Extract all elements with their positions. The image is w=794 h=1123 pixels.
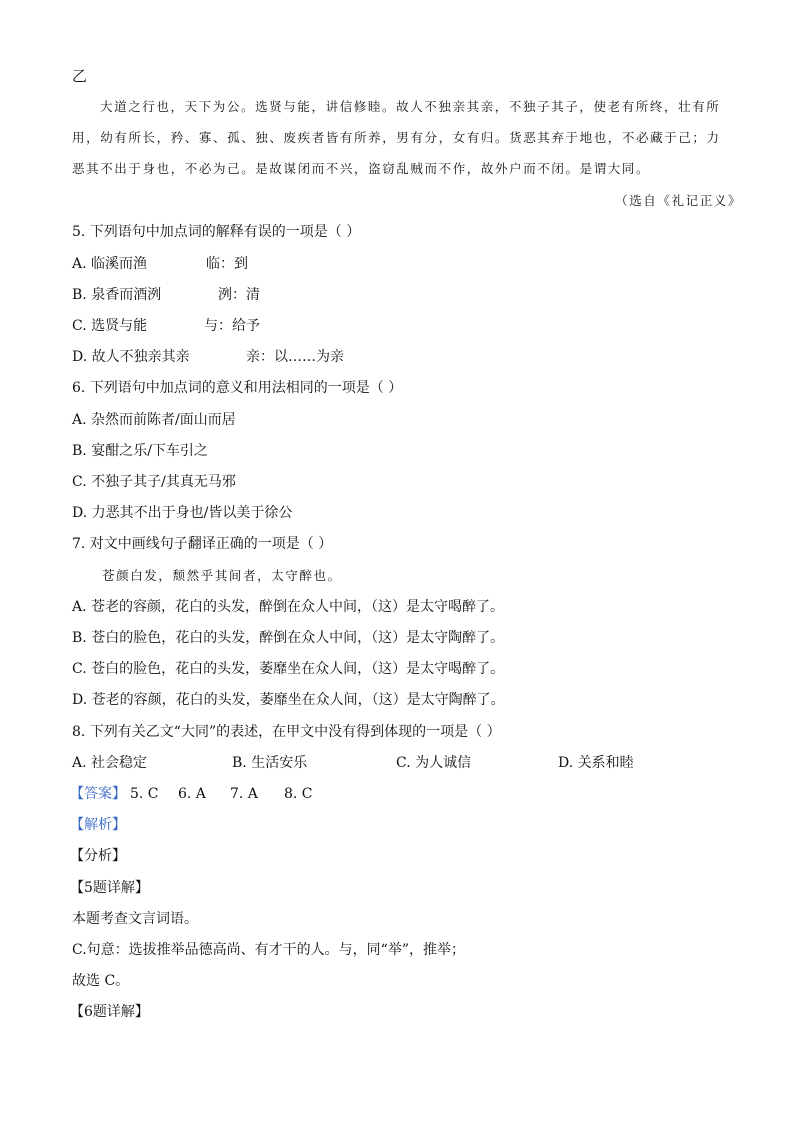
q5-stem: 5. 下列语句中加点词的解释有误的一项是（ ） (72, 224, 361, 240)
q5-option-gloss: 洌：清 (218, 287, 260, 303)
detail5-line: C.句意：选拔推举品德高尚、有才干的人。与，同“举”，推举； (72, 942, 465, 958)
q8-option: A. 社会稳定 (72, 755, 148, 771)
q7-option: A. 苍老的容颜，花白的头发，醉倒在众人中间，（这）是太守喝醉了。 (72, 599, 505, 615)
passage-line: 恶其不出于身也，不必为己。是故谋闭而不兴，盗窃乱贼而不作，故外户而不闭。是谓大同。 (72, 161, 651, 176)
q7-option: C. 苍白的脸色，花白的头发，萎靡坐在众人间，（这）是太守喝醉了。 (72, 661, 505, 677)
q6-option: B. 宴酣之乐/下车引之 (72, 443, 208, 459)
passage-line: 大道之行也，天下为公。选贤与能，讲信修睦。故人不独亲其亲，不独子其子，使老有所终，壮有所 (100, 99, 721, 114)
answer-item: 7. A (230, 786, 258, 802)
q5-option-label: D. 故人不独亲其亲 (72, 349, 190, 365)
passage-source: （选自《礼记正义》 (615, 193, 742, 208)
q5-option-label: A. 临溪而渔 (72, 256, 148, 272)
heading-yi: 乙 (72, 67, 88, 85)
q5-option-gloss: 亲：以……为亲 (246, 349, 344, 365)
detail5-line: 本题考查文言词语。 (72, 911, 198, 927)
q8-stem: 8. 下列有关乙文“大同”的表述，在甲文中没有得到体现的一项是（ ） (72, 724, 501, 740)
q6-option: A. 杂然而前陈者/面山而居 (72, 412, 236, 428)
q5-option-label: B. 泉香而酒洌 (72, 287, 162, 303)
analysis-tag: 【解析】 (70, 817, 126, 833)
answer-item: 8. C (284, 786, 313, 802)
fenxi-tag: 【分析】 (70, 848, 126, 864)
detail5-line: 故选 C。 (72, 973, 130, 989)
q8-option: C. 为人诚信 (396, 755, 472, 771)
detail6-tag: 【6题详解】 (70, 1004, 149, 1020)
q5-option-gloss: 临：到 (206, 256, 248, 272)
answer-tag: 【答案】 (70, 786, 126, 802)
q8-option: B. 生活安乐 (232, 755, 308, 771)
q5-option-gloss: 与：给予 (204, 318, 260, 334)
answer-item: 5. C (130, 786, 159, 802)
q7-option: D. 苍老的容颜，花白的头发，萎靡坐在众人间，（这）是太守陶醉了。 (72, 692, 505, 708)
q6-stem: 6. 下列语句中加点词的意义和用法相同的一项是（ ） (72, 380, 403, 396)
q8-option: D. 关系和睦 (558, 755, 634, 771)
q7-stem: 7. 对文中画线句子翻译正确的一项是（ ） (72, 536, 333, 552)
q6-option: C. 不独子其子/其真无马邪 (72, 474, 236, 490)
q5-option-label: C. 选贤与能 (72, 318, 148, 334)
answer-item: 6. A (178, 786, 206, 802)
detail5-tag: 【5题详解】 (70, 880, 149, 896)
q7-option: B. 苍白的脸色，花白的头发，醉倒在众人中间，（这）是太守陶醉了。 (72, 630, 505, 646)
passage-line: 用，幼有所长，矜、寡、孤、独、废疾者皆有所养，男有分，女有归。货恶其弃于地也，不必藏于己；力 (72, 130, 721, 145)
q7-sentence: 苍颜白发，颓然乎其间者，太守醉也。 (102, 568, 342, 583)
q6-option: D. 力恶其不出于身也/皆以美于徐公 (72, 505, 293, 521)
